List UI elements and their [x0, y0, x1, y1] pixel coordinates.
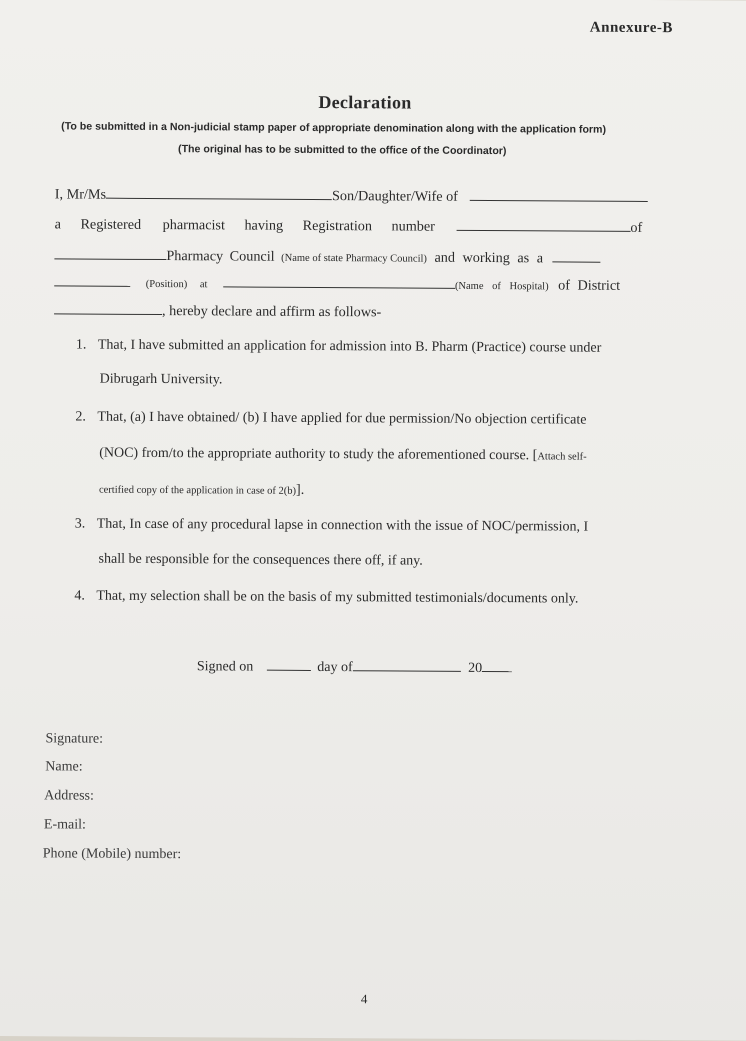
state-council-note: (Name of state Pharmacy Council) [281, 252, 427, 265]
day-of-label: day of [317, 659, 353, 676]
word-number: number [391, 218, 435, 235]
working-as-blank [553, 250, 601, 262]
item-text: That, I have submitted an application for admission into B. Pharm (Practice) course under [97, 337, 602, 356]
word-of: of [630, 219, 643, 236]
address-label: Address: [44, 788, 94, 804]
item-text-continued: Dibrugarh University. [99, 371, 223, 388]
position-label: (Position) at [145, 278, 208, 291]
subtitle-original: (The original has to be submitted to the office of the Coordinator) [178, 143, 507, 158]
registration-number-blank [456, 219, 630, 232]
phone-label: Phone (Mobile) number: [42, 846, 182, 863]
intro-line-1 [55, 186, 648, 207]
attach-note: Attach self- [537, 451, 587, 463]
relation-blank [469, 189, 647, 202]
document-title: Declaration [318, 91, 412, 113]
pharmacy-council-label: Pharmacy Council [166, 248, 275, 265]
relation-label: Son/Daughter/Wife of [331, 188, 458, 205]
word-pharmacist: pharmacist [162, 217, 225, 234]
item-text: That, In case of any procedural lapse in connection with the issue of NOC/permission, I [96, 516, 589, 535]
hospital-blank [223, 275, 455, 288]
page-number: 4 [360, 991, 368, 1007]
item-number: 1. [75, 337, 87, 353]
annexure-label: Annexure-B [589, 19, 673, 37]
year-blank [482, 660, 512, 672]
list-item [76, 338, 602, 357]
bracket-close: ]. [296, 482, 305, 498]
name-blank [106, 187, 332, 200]
item-text-line: (NOC) from/to the appropriate authority to study the aforementioned course. [ [99, 445, 538, 464]
intro-line-2 [55, 216, 687, 237]
attach-note-continued: certified copy of the application in case of 2(b) [98, 484, 297, 497]
list-item [75, 517, 589, 536]
intro-line-4 [54, 274, 620, 294]
item-text-continued [99, 446, 587, 465]
intro-line-3 [54, 247, 600, 267]
working-as-label: and working as a [434, 249, 544, 267]
word-having: having [244, 217, 284, 234]
item-number: 3. [74, 516, 86, 532]
email-label: E-mail: [43, 817, 86, 833]
item-text: That, (a) I have obtained/ (b) I have applied for due permission/No objection certificate [97, 409, 587, 428]
word-registered: Registered [80, 216, 142, 233]
subtitle-stamp-paper: (To be submitted in a Non-judicial stamp paper of appropriate denomination along with the application form) [61, 120, 607, 136]
district-label: of District [558, 277, 621, 294]
signed-on-line [197, 658, 512, 677]
item-text-continued: shall be responsible for the consequences there off, if any. [98, 551, 423, 569]
word-a: a [54, 216, 61, 233]
hospital-label: (Name of Hospital) [454, 280, 549, 293]
item-text: That, my selection shall be on the basis of my submitted testimonials/documents only. [96, 588, 579, 607]
name-prefix: I, Mr/Ms [54, 186, 107, 203]
list-item [74, 589, 578, 608]
state-blank [54, 247, 166, 260]
signature-label: Signature: [45, 731, 104, 747]
position-blank [54, 274, 130, 286]
year-label: 20 [468, 660, 483, 676]
item-number: 4. [74, 588, 85, 604]
intro-line-5 [54, 302, 381, 321]
day-blank [267, 659, 311, 671]
word-registration: Registration [302, 217, 373, 235]
list-item [75, 410, 586, 429]
name-label: Name: [45, 759, 83, 775]
declare-text: , hereby declare and affirm as follows- [162, 303, 382, 321]
month-blank [353, 659, 461, 672]
district-blank [54, 302, 162, 315]
item-text-continued [99, 482, 304, 499]
item-number: 2. [75, 409, 86, 425]
signed-on-label: Signed on [196, 659, 254, 675]
